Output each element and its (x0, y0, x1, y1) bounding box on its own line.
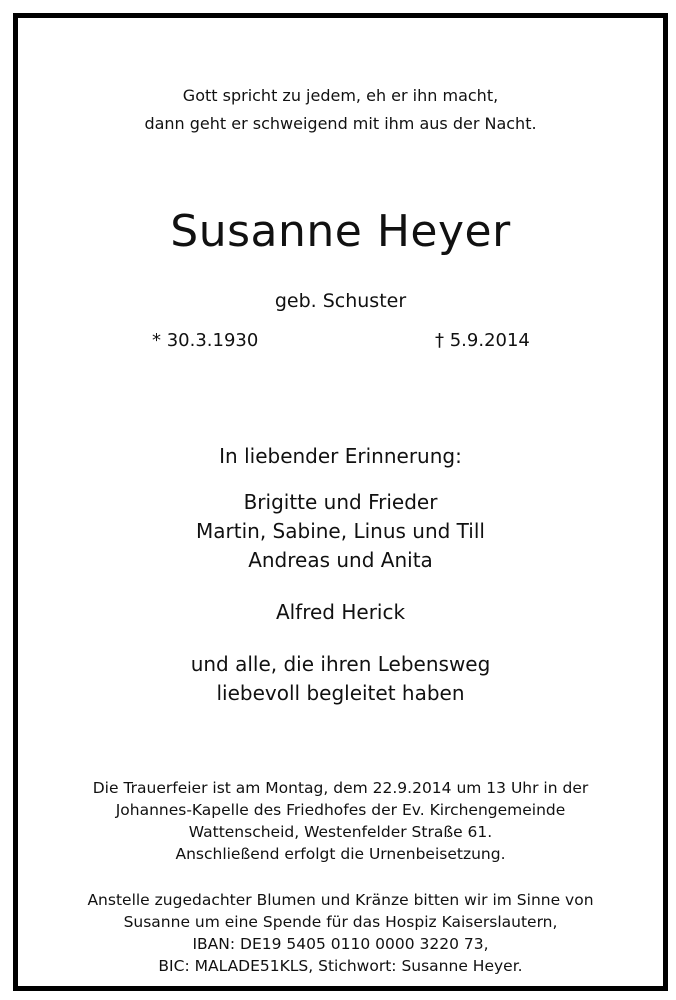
notice-line: IBAN: DE19 5405 0110 0000 3220 73, (192, 935, 489, 953)
notice-line: Wattenscheid, Westenfelder Straße 61. (188, 823, 493, 841)
others-line: liebevoll begleitet haben (216, 681, 465, 705)
family-list (18, 488, 663, 575)
life-dates (18, 330, 663, 356)
birth-date: * 30.3.1930 (152, 330, 259, 351)
donation-notice (18, 889, 663, 977)
poem-line: Gott spricht zu jedem, eh er ihn macht, (182, 86, 499, 105)
notice-line: Johannes-Kapelle des Friedhofes der Ev. Kirchengemeinde (115, 801, 566, 819)
notice-line: Die Trauerfeier ist am Montag, dem 22.9.2014 um 13 Uhr in der (92, 779, 589, 797)
family-member: Martin, Sabine, Linus und Till (196, 519, 485, 543)
poem-line: dann geht er schweigend mit ihm aus der Nacht. (144, 114, 537, 133)
funeral-notice (18, 777, 663, 865)
obituary-frame (13, 13, 668, 991)
others-line: und alle, die ihren Lebensweg (190, 652, 491, 676)
companion-name: Alfred Herick (275, 600, 406, 624)
notice-line: Susanne um eine Spende für das Hospiz Kaiserslautern, (123, 913, 558, 931)
remembrance-heading: In liebender Erinnerung: (219, 444, 462, 468)
deceased-name: Susanne Heyer (170, 206, 511, 257)
family-member: Brigitte und Frieder (243, 490, 438, 514)
family-member: Andreas und Anita (248, 548, 433, 572)
notice-line: Anstelle zugedachter Blumen und Kränze bitten wir im Sinne von (87, 891, 594, 909)
notice-line: BIC: MALADE51KLS, Stichwort: Susanne Heyer. (158, 957, 523, 975)
notice-line: Anschließend erfolgt die Urnenbeisetzung. (175, 845, 506, 863)
others-text (18, 650, 663, 708)
death-date: † 5.9.2014 (435, 330, 530, 351)
poem-quote (18, 82, 663, 138)
maiden-name: geb. Schuster (274, 290, 407, 312)
